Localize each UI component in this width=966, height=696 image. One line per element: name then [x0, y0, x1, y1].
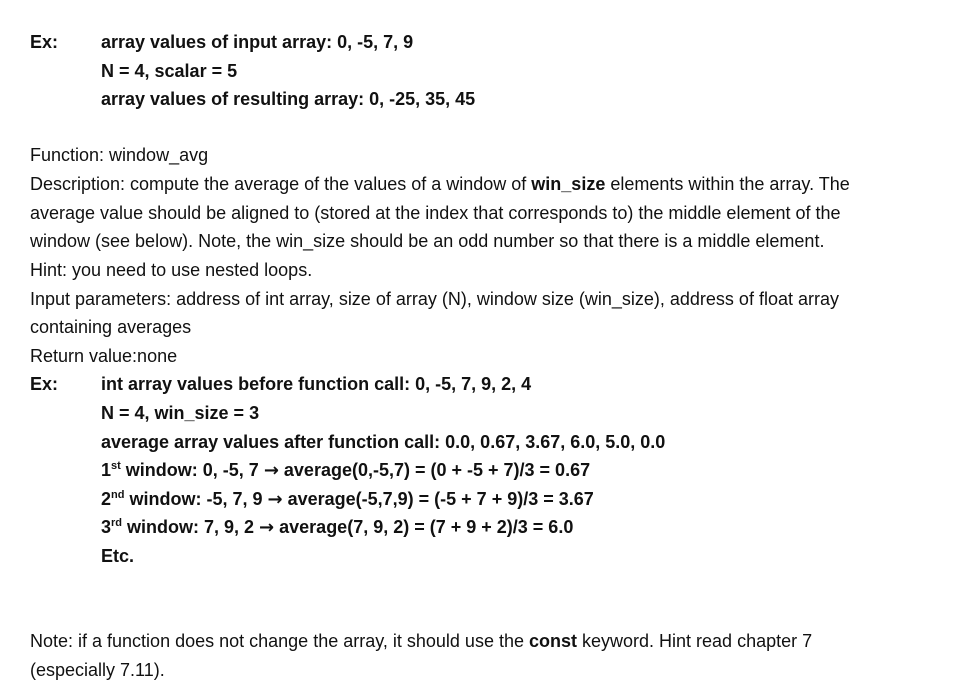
- description-line-3: window (see below). Note, the win_size should be an odd number so that there is a middle element.: [30, 231, 825, 251]
- window-average: average(0,-5,7) = (0 + -5 + 7)/3 = 0.67: [278, 460, 591, 480]
- ex1-line-result: array values of resulting array: 0, -25, 35, 45: [101, 89, 476, 109]
- return-value-line: Return value:none: [30, 346, 178, 366]
- ex2-label: Ex:: [30, 374, 59, 394]
- note-line-1: [30, 630, 812, 652]
- function-name: Function: window_avg: [30, 145, 209, 165]
- ex1-label: Ex:: [30, 32, 59, 52]
- window-ordinal: 2: [101, 489, 112, 509]
- window-ordinal-suffix: nd: [111, 489, 125, 501]
- description-line-1: [30, 173, 850, 195]
- window-values: window: 7, 9, 2: [122, 517, 260, 537]
- note-line-2: (especially 7.11).: [30, 660, 165, 680]
- ex1-line-input: array values of input array: 0, -5, 7, 9: [101, 32, 414, 52]
- description-suffix: elements within the array. The: [605, 174, 850, 194]
- right-arrow-icon: →: [263, 460, 279, 481]
- window-average: average(-5,7,9) = (-5 + 7 + 9)/3 = 3.67: [282, 489, 594, 509]
- note-prefix: Note: if a function does not change the array, it should use the: [30, 631, 529, 651]
- right-arrow-icon: →: [259, 517, 275, 538]
- window-line-2: [101, 488, 594, 511]
- note-suffix: keyword. Hint read chapter 7: [577, 631, 813, 651]
- right-arrow-icon: →: [267, 489, 283, 510]
- window-average: average(7, 9, 2) = (7 + 9 + 2)/3 = 6.0: [274, 517, 574, 537]
- note-keyword: const: [528, 631, 577, 651]
- ex2-line-before: int array values before function call: 0, -5, 7, 9, 2, 4: [101, 374, 532, 394]
- input-params-line-1: Input parameters: address of int array, size of array (N), window size (win_size), address of float array: [30, 289, 839, 309]
- hint-line: Hint: you need to use nested loops.: [30, 260, 313, 280]
- window-ordinal: 1: [101, 460, 112, 480]
- description-prefix: Description: compute the average of the values of a window of: [30, 174, 532, 194]
- description-line-2: average value should be aligned to (stored at the index that corresponds to) the middle element of the: [30, 203, 841, 223]
- window-ordinal-suffix: rd: [111, 517, 123, 529]
- ex2-line-params: N = 4, win_size = 3: [101, 403, 260, 423]
- ex1-line-params: N = 4, scalar = 5: [101, 61, 238, 81]
- ex2-line-after: average array values after function call: 0.0, 0.67, 3.67, 6.0, 5.0, 0.0: [101, 432, 666, 452]
- window-line-3: [101, 516, 573, 539]
- etc-line: Etc.: [101, 546, 135, 566]
- window-values: window: 0, -5, 7: [120, 460, 264, 480]
- description-bold-term: win_size: [531, 174, 606, 194]
- input-params-line-2: containing averages: [30, 317, 192, 337]
- window-line-1: [101, 459, 590, 482]
- window-ordinal-suffix: st: [111, 460, 121, 472]
- window-values: window: -5, 7, 9: [124, 489, 268, 509]
- window-ordinal: 3: [101, 517, 112, 537]
